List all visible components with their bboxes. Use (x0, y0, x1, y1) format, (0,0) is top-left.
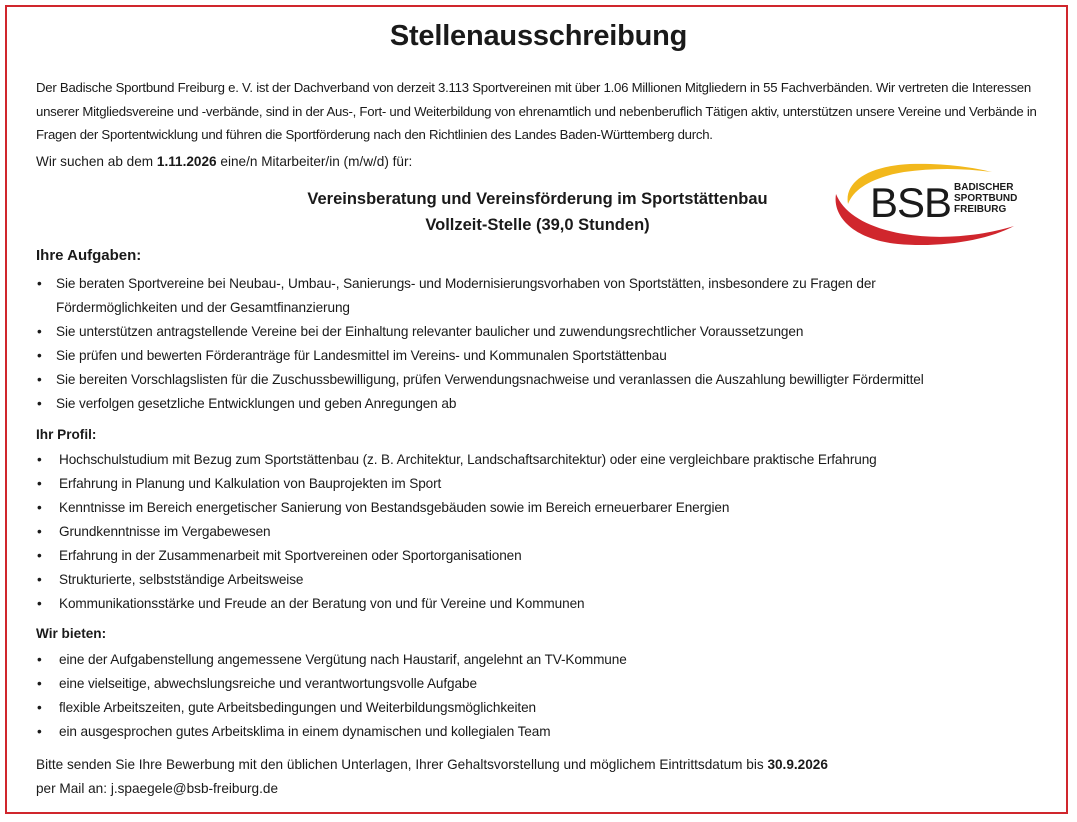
tasks-heading: Ihre Aufgaben: (36, 247, 142, 264)
page-title: Stellenausschreibung (389, 20, 688, 52)
bullet-icon: • (37, 596, 42, 611)
bullet-icon: • (37, 396, 42, 411)
bullet-icon: • (37, 572, 42, 587)
bullet-icon: • (37, 276, 42, 291)
search-sentence (36, 152, 412, 172)
list-item (36, 392, 996, 416)
bullet-icon: • (37, 548, 42, 563)
bullet-icon: • (37, 348, 42, 363)
list-item (36, 472, 1036, 496)
list-item-text: Erfahrung in Planung und Kalkulation von Bauprojekten im Sport (59, 476, 442, 491)
intro-paragraph: Der Badische Sportbund Freiburg e. V. ist der Dachverband von derzeit 3.113 Sportvereinen mit über 1.06 Millionen Mitgliedern in 55 Fachverbänden. Wir vertreten die Interessen unserer Mitgliedsvereine und -verbände, sind in der Aus-, Fort- und Weiterbildung von ehrenamtlich und nebenberuflich Tätigen aktiv, unterstützen unsere Vereine und Verbände in Fragen der Sportentwicklung und führen die Sportförderung nach den Richtlinien des Landes Baden-Württemberg durch. (36, 80, 1037, 142)
list-item (36, 648, 1036, 672)
position-name: Vereinsberatung und Vereinsförderung im Sportstättenbau (307, 190, 768, 208)
list-item-text: Sie verfolgen gesetzliche Entwicklungen und geben Anregungen ab (56, 396, 457, 411)
list-item-text: flexible Arbeitszeiten, gute Arbeitsbedingungen und Weiterbildungsmöglichkeiten (59, 700, 537, 715)
bullet-icon: • (37, 452, 42, 467)
list-item-text: Sie bereiten Vorschlagslisten für die Zuschussbewilligung, prüfen Verwendungsnachweise und veranlassen die Auszahlung bewilligter Fördermittel (56, 372, 924, 387)
position-title (230, 186, 845, 238)
bullet-icon: • (37, 500, 42, 515)
search-prefix: Wir suchen ab dem (36, 154, 157, 169)
list-item-text: eine vielseitige, abwechslungsreiche und verantwortungsvolle Aufgabe (59, 676, 477, 691)
list-item-text: Grundkenntnisse im Vergabewesen (59, 524, 271, 539)
logo-line-2: SPORTBUND (954, 193, 1018, 204)
application-deadline: 30.9.2026 (767, 757, 828, 772)
tasks-list (36, 272, 996, 416)
list-item-text: ein ausgesprochen gutes Arbeitsklima in einem dynamischen und kollegialen Team (59, 724, 551, 739)
bullet-icon: • (37, 324, 42, 339)
contact-email[interactable]: j.spaegele@bsb-freiburg.de (110, 781, 279, 796)
logo-line-1: BADISCHER (954, 182, 1014, 193)
profile-list (36, 448, 1036, 616)
list-item (36, 720, 1036, 744)
list-item (36, 448, 1036, 472)
search-suffix: eine/n Mitarbeiter/in (m/w/d) für: (216, 154, 413, 169)
bsb-logo (832, 160, 1042, 250)
list-item-text: Erfahrung in der Zusammenarbeit mit Sportvereinen oder Sportorganisationen (59, 548, 522, 563)
logo-line-3: FREIBURG (954, 204, 1007, 215)
closing-line-1 (36, 753, 828, 777)
closing-prefix: Bitte senden Sie Ihre Bewerbung mit den üblichen Unterlagen, Ihrer Gehaltsvorstellung und möglichem Eintrittsdatum bis (36, 757, 768, 772)
bullet-icon: • (37, 676, 42, 691)
list-item-text: Kommunikationsstärke und Freude an der Beratung von und für Vereine und Kommunen (59, 596, 585, 611)
bullet-icon: • (37, 524, 42, 539)
list-item-text: Sie unterstützen antragstellende Vereine bei der Einhaltung relevanter baulicher und zuwendungsrechtlicher Voraussetzungen (56, 324, 804, 339)
list-item (36, 544, 1036, 568)
closing-line-2 (36, 777, 828, 801)
list-item (36, 672, 1036, 696)
list-item (36, 320, 996, 344)
start-date: 1.11.2026 (156, 154, 217, 169)
list-item (36, 592, 1036, 616)
list-item-text: Sie prüfen und bewerten Förderanträge für Landesmittel im Vereins- und Kommunalen Sportstättenbau (56, 348, 667, 363)
list-item (36, 496, 1036, 520)
bullet-icon: • (37, 476, 42, 491)
bullet-icon: • (37, 652, 42, 667)
list-item-text: Sie beraten Sportvereine bei Neubau-, Umbau-, Sanierungs- und Modernisierungsvorhaben von Sportstätten, insbesondere zu Fragen der Fördermöglichkeiten und der Gesamtfinanzierung (56, 276, 876, 315)
list-item (36, 520, 1036, 544)
profile-heading: Ihr Profil: (36, 427, 97, 442)
bullet-icon: • (37, 700, 42, 715)
list-item-text: Strukturierte, selbstständige Arbeitsweise (59, 572, 304, 587)
list-item-text: eine der Aufgabenstellung angemessene Vergütung nach Haustarif, angelehnt an TV-Kommune (59, 652, 627, 667)
list-item (36, 696, 1036, 720)
list-item (36, 344, 996, 368)
list-item-text: Hochschulstudium mit Bezug zum Sportstättenbau (z. B. Architektur, Landschaftsarchitektur) oder eine vergleichbare praktische Erfahrung (59, 452, 877, 467)
list-item-text: Kenntnisse im Bereich energetischer Sanierung von Bestandsgebäuden sowie im Bereich erneuerbarer Energien (59, 500, 730, 515)
offer-list (36, 648, 1036, 744)
bullet-icon: • (37, 372, 42, 387)
list-item (36, 368, 996, 392)
offer-heading: Wir bieten: (36, 626, 107, 641)
bullet-icon: • (37, 724, 42, 739)
closing-text (36, 753, 828, 801)
list-item (36, 568, 1036, 592)
logo-letters: BSB (870, 179, 952, 226)
position-hours: Vollzeit-Stelle (39,0 Stunden) (425, 216, 650, 234)
list-item (36, 272, 996, 320)
email-prefix: per Mail an: (36, 781, 111, 796)
